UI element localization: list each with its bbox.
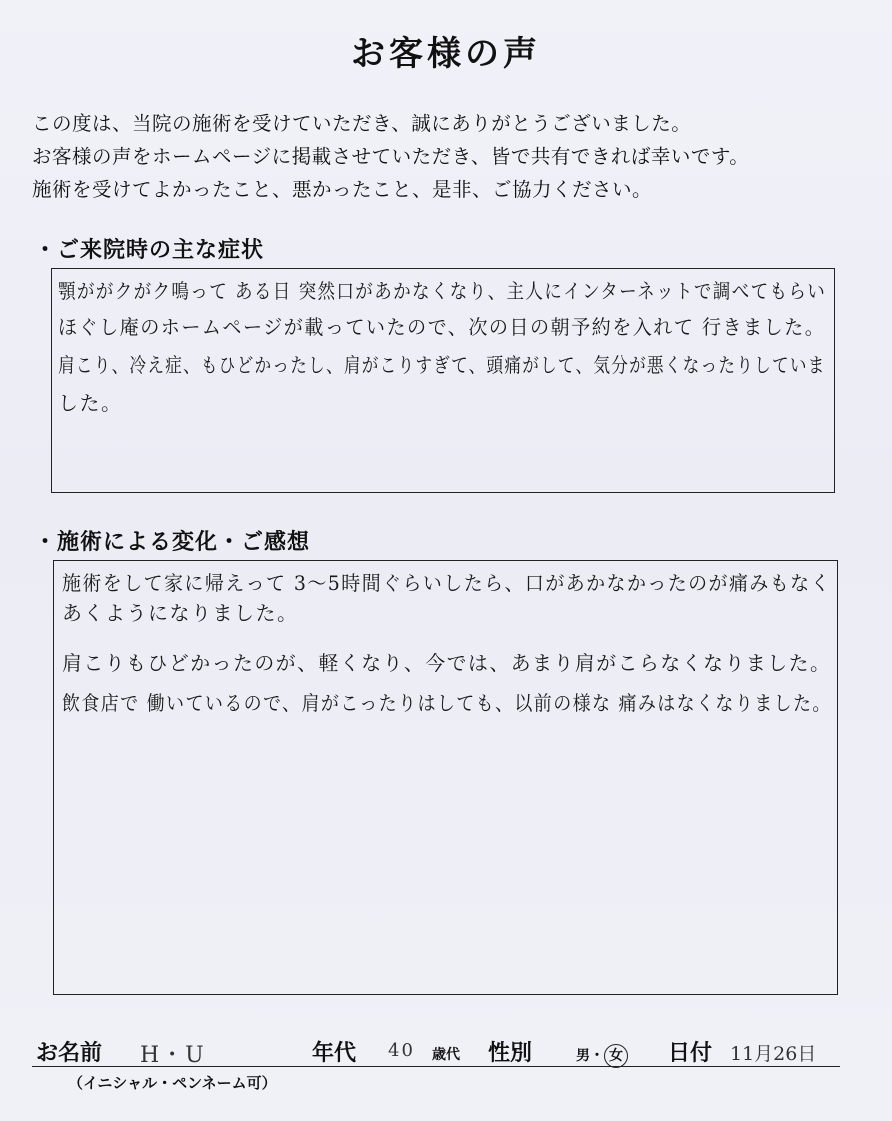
intro-line-1: この度は、当院の施術を受けていただき、誠にありがとうございました。 [32, 112, 692, 135]
gender-male: 男 [576, 1048, 590, 1064]
intro-line-3: 施術を受けてよかったこと、悪かったこと、是非、ご協力ください。 [32, 178, 653, 201]
footer-underline [32, 1066, 840, 1067]
impressions-line-4: 飲食店で 働いているので、肩がこったりはしても、以前の様な 痛みはなくなりました。 [62, 691, 832, 715]
impressions-line-2: あくようになりました。 [62, 601, 299, 625]
symptoms-line-4: した。 [58, 391, 123, 415]
name-label: お名前 [36, 1041, 103, 1066]
impressions-answer-box [53, 560, 838, 995]
name-note: （イニシャル・ペンネーム可） [68, 1074, 277, 1092]
page-title: お客様の声 [351, 34, 541, 74]
gender-separator: ・ [590, 1048, 604, 1064]
age-value: 40 [388, 1040, 415, 1061]
age-suffix: 歳代 [432, 1047, 460, 1063]
symptoms-line-3: 肩こり、冷え症、もひどかったし、肩がこりすぎて、頭痛がして、気分が悪くなったりしていま [58, 353, 826, 377]
gender-female-circled: 女 [604, 1044, 628, 1068]
intro-line-2: お客様の声をホームページに掲載させていただき、皆で共有できれば幸いです。 [32, 145, 750, 168]
impressions-line-1: 施術をして家に帰えって 3～5時間ぐらいしたら、口があかなかったのが痛みもなく [62, 571, 831, 595]
symptoms-answer-box [51, 268, 835, 493]
symptoms-line-2: ほぐし庵のホームページが載っていたので、次の日の朝予約を入れて 行きました。 [58, 315, 826, 339]
impressions-line-3: 肩こりもひどかったのが、軽くなり、今では、あまり肩がこらなくなりました。 [62, 651, 832, 675]
section-symptoms-heading: ・ご来院時の主な症状 [34, 238, 265, 263]
footer-info-row [0, 1036, 892, 1070]
section-impressions-heading: ・施術による変化・ご感想 [34, 530, 311, 555]
gender-options [576, 1044, 628, 1068]
date-value: 11月26日 [730, 1043, 817, 1065]
date-label: 日付 [668, 1041, 713, 1066]
gender-label: 性別 [488, 1041, 533, 1066]
age-label: 年代 [312, 1041, 357, 1066]
symptoms-line-1: 顎ががクがク鳴って ある日 突然口があかなくなり、主人にインターネットで調べてもらい [58, 279, 827, 303]
name-value: H・U [140, 1043, 206, 1068]
